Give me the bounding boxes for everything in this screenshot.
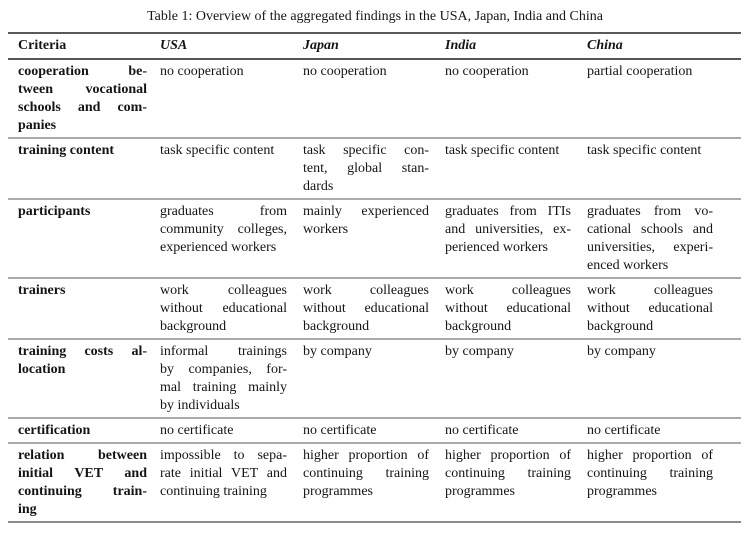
- cell-usa: no cooperation: [160, 64, 244, 79]
- column-header-criteria: Criteria: [18, 38, 67, 53]
- row-label: training costs al- location: [18, 344, 147, 377]
- row-label: training content: [18, 143, 115, 158]
- cell-usa: no certificate: [160, 423, 234, 438]
- table-row-certification: [8, 418, 741, 443]
- cell-india: no cooperation: [445, 64, 529, 79]
- cell-china: higher proportion of continuing training programmes: [587, 448, 713, 499]
- cell-india: graduates from ITIs and universities, ex- perienced workers: [445, 204, 571, 255]
- row-label: relation between initial VET and continuing train- ing: [18, 448, 147, 517]
- cell-india: by company: [445, 344, 514, 359]
- row-label: participants: [18, 204, 91, 219]
- cell-india: task specific content: [445, 143, 560, 158]
- cell-japan: by company: [303, 344, 372, 359]
- cell-japan: higher proportion of continuing training programmes: [303, 448, 429, 499]
- cell-usa: informal trainings by companies, for- mal training mainly by individuals: [160, 344, 287, 413]
- column-header-japan: Japan: [303, 38, 339, 53]
- cell-china: work colleagues without educational background: [587, 283, 713, 334]
- table-row-participants: [8, 199, 741, 278]
- cell-usa: graduates from community colleges, experienced workers: [160, 204, 287, 255]
- cell-japan: task specific con- tent, global stan- dards: [303, 143, 429, 194]
- cell-india: higher proportion of continuing training programmes: [445, 448, 571, 499]
- cell-china: no certificate: [587, 423, 661, 438]
- cell-usa: task specific content: [160, 143, 275, 158]
- cell-japan: work colleagues without educational background: [303, 283, 429, 334]
- cell-japan: no certificate: [303, 423, 377, 438]
- table-row-trainers: [8, 278, 741, 339]
- table-row-training-content: [8, 138, 741, 199]
- table-row-relation-vet: [8, 443, 741, 522]
- table-row-training-costs: [8, 339, 741, 418]
- cell-usa: impossible to sepa- rate initial VET and continuing training: [160, 448, 287, 499]
- aggregated-findings-table: [8, 32, 741, 523]
- cell-usa: work colleagues without educational background: [160, 283, 287, 334]
- cell-china: by company: [587, 344, 656, 359]
- row-label: trainers: [18, 283, 66, 298]
- cell-china: task specific content: [587, 143, 702, 158]
- row-label: cooperation be- tween vocational schools and com- panies: [18, 64, 147, 133]
- header-row: [8, 33, 741, 59]
- cell-india: work colleagues without educational background: [445, 283, 571, 334]
- table-caption: Table 1: Overview of the aggregated findings in the USA, Japan, India and China: [147, 9, 603, 24]
- table-row-cooperation: [8, 59, 741, 138]
- cell-japan: mainly experienced workers: [303, 204, 429, 237]
- cell-japan: no cooperation: [303, 64, 387, 79]
- cell-india: no certificate: [445, 423, 519, 438]
- cell-china: graduates from vo- cational schools and universities, experi- enced workers: [587, 204, 713, 273]
- column-header-usa: USA: [160, 38, 188, 53]
- column-header-india: India: [445, 38, 477, 53]
- row-label: certification: [18, 423, 91, 438]
- cell-china: partial cooperation: [587, 64, 693, 79]
- column-header-china: China: [587, 38, 623, 53]
